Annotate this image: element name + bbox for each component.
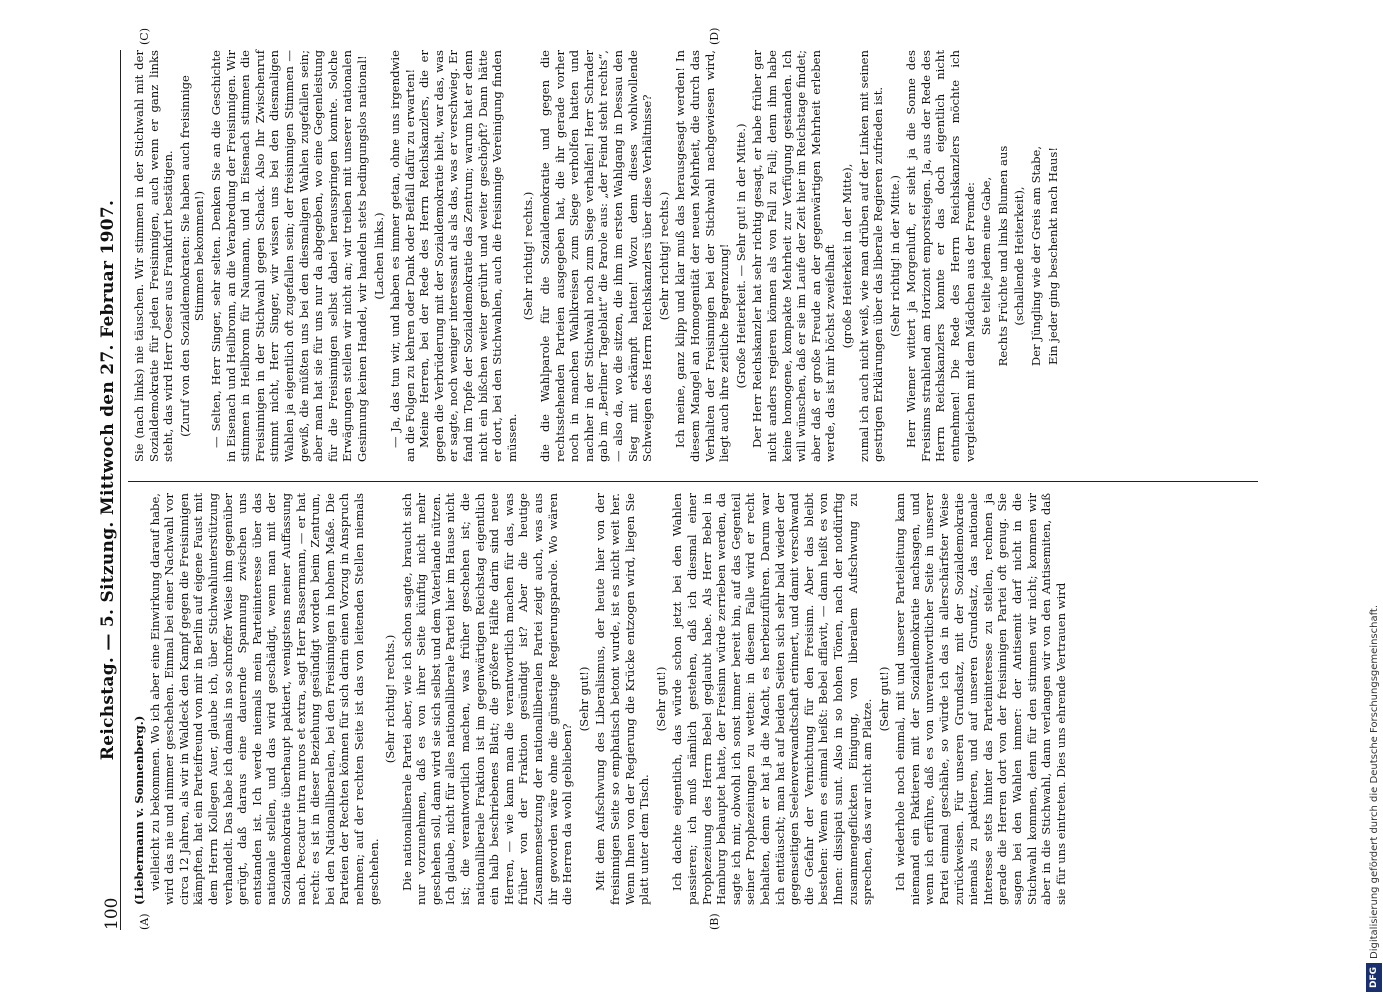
speaker-heading: (Liebermann v. Sonnenberg.)	[132, 715, 146, 905]
reaction: (Lachen links.)	[371, 212, 386, 300]
verse-line: Der Jüngling wie der Greis am Stabe,	[1029, 145, 1044, 367]
reaction: (Sehr richtig! rechts.)	[383, 634, 398, 764]
verse-line: Ein jeder ging beschenkt nach Haus!	[1045, 147, 1060, 366]
dfg-logo: DFG	[1366, 963, 1382, 992]
reaction: (Sehr gut!)	[576, 666, 591, 732]
paragraph: die die Wahlparole für die Sozialdemokratie und gegen die rechtsstehenden Parteien ausgegeben hat, die ihr gerade vorher noch in manchen Wahlkreisen zum Siege verholfen hatten und nachher in der Stichwahl noch zum Siege verhalfen! Herr Schrader gab im „Berliner Tageblatt“ die Parole aus: „der Feind steht rechts“, — also da, wo die sitzen, die ihm im ersten Wahlgang in Dessau den Sieg mit erkämpft hatten! Wozu denn dieses wohlwollende Schweigen des Herrn Reichskanzlers über diese Verhältnisse?	[538, 50, 655, 462]
page-number: 100	[102, 897, 122, 930]
paragraph: vielleicht zu bekommen. Wo ich aber eine Einwirkung darauf habe, wird das nie und nimmer geschehen. Einmal bei einer Nachwahl vor circa 12 Jahren, als wir in Waldeck den Kampf gegen die Freisinnigen kämpften, hat ein Parteifreund von mir in Berlin auf eigene Faust mit dem Herrn Kollegen Auer, glaube ich, über Stichwahlunterstützung verhandelt. Das habe ich damals in so schroffer Weise ihm gegenüber gerügt, daß daraus eine dauernde Spannung zwischen uns entstanden ist. Ich werde niemals mein Parteiinteresse über das nationale stellen, und das wird geschädigt, wenn man mit der Sozialdemokratie überhaupt paktiert, wenigstens meiner Auffassung nach. Peccatur intra muros et extra, sagt Herr Bassermann, — er hat recht: es ist in dieser Beziehung gesündigt worden beim Zentrum, bei den Nationalliberalen, bei den Freisinnigen in hohem Maße. Die Parteien der Rechten können für sich darin einen Vorzug in Anspruch nehmen; auf der rechten Seite ist das von leitenden Stellen niemals geschehen.	[147, 493, 381, 905]
paragraph: Ich wiederhole noch einmal, mit und unserer Parteileitung kann niemand ein Paktieren mit der Sozialdemokratie nachsagen, und wenn ich erführe, daß es von unverantwortlicher Seite in unserer Partei einmal geschähe, so würde ich das in allerschärfster Weise zurückweisen. Für unseren Grundsatz, mit der Sozialdemokratie niemals zu paktieren, und auf unseren Grundsatz, das nationale Interesse stets hinter das Parteiinteresse zu stellen, rechnen ja gerade die Herren dort von der freisinnigen Partei oft genug. Sie sagen bei den Wahlen immer: der Antisemit darf nicht in die Stichwahl kommen, denn für den stimmen wir nicht; kommen wir aber in die Stichwahl, dann verlangen wir von den Antisemiten, daß sie für uns eintreten. Dies uns ehrende Vertrauen wird	[893, 493, 1068, 905]
reaction: (Sehr richtig! rechts.)	[521, 191, 536, 321]
paragraph: Ich meine, ganz klipp und klar muß das herausgesagt werden! In diesem Mangel an Homogenität der neuen Mehrheit, die durch das Verhalten der Freisinnigen bei der Stichwahl nachgewiesen wird, liegt auch ihre zeitliche Begrenzung!	[673, 50, 732, 462]
verse-line: Sie teilte jedem eine Gabe,	[979, 176, 994, 336]
margin-mark-b: (B)	[708, 913, 721, 930]
digitization-notice-row	[1364, 8, 1383, 992]
paragraph: Die nationalliberale Partei aber, wie ich schon sagte, braucht sich nur vorzunehmen, daß es von ihrer Seite künftig nicht mehr geschehen soll, dann wird sie sich selbst und dem Vaterlande nützen. Ich glaube, nicht für alles nationalliberale Partei hier im Hause nicht ist; die verantwortlich machen, was früher geschehen ist; die nationalliberale Fraktion ist im gegenwärtigen Reichstag eigentlich ein halb beschriebenes Blatt; die größere Hälfte darin sind neue Herren, — wie kann man die verantwortlich machen für das, was früher von der Fraktion gesündigt ist? Aber die heutige Zusammensetzung der nationalliberalen Partei zeigt auch, was aus ihr geworden wäre ohne die günstige Regierungsparole. Wo wären die Herren da wohl geblieben?	[399, 493, 575, 905]
paragraph: Der Herr Reichskanzler hat sehr richtig gesagt, er habe früher gar nicht anders regieren können als von Fall zu Fall; denn ihm habe keine homogene, kompakte Mehrheit zur Verfügung gestanden. Ich will wünschen, daß er sie im Laufe der Zeit hier im Reichstage findet; aber daß er große Freude an der gegenwärtigen Mehrheit erleben werde, das ist mir höchst zweifelhaft	[750, 50, 838, 462]
margin-mark-d: (D)	[708, 27, 721, 45]
margin-mark-c: (C)	[138, 28, 151, 45]
paragraph: Sie (nach links) nie täuschen. Wir stimmen in der Stichwahl mit der Sozialdemokratie für jeden Freisinnigen, auch wenn er ganz links steht, das wird Herr Oeser aus Frankfurt bestätigen.	[132, 50, 176, 462]
paragraph: zumal ich auch nicht weiß, wie man drüben auf der Linken mit seinen gestrigen Erklärungen über das liberale Regieren zufrieden ist.	[856, 50, 886, 462]
header-rule	[120, 50, 121, 930]
paragraph: — Selten, Herr Singer, sehr selten. Denken Sie an die Geschichte in Eisenach und Heilbronn, an die Verabredung der Freisinnigen. Wir stimmen in Heilbronn für Naumann, und in Eisenach stimmen die Freisinnigen in der Stichwahl gegen Schack. Also Ihr Zwischenruf stimmt nicht, Herr Singer, wir wissen uns bei den diesmaligen Wahlen ja eigentlich oft zugefallen sein; der freisinnigen Stimmen — gewiß, die müßten uns bei den diesmaligen Wahlen zugefallen sein; aber man hat sie für uns nur da abgegeben, wo eine Gegenleistung für die Freisinnigen selbst dabei herausspringen konnte. Solche Erwägungen stellen wir nicht an; wir treiben mit unserer nationalen Gesinnung keinen Handel, wir handeln stets bedingungslos national!	[208, 50, 369, 462]
right-column	[132, 50, 1062, 462]
paragraph: — Ja, das tun wir, und haben es immer getan, ohne uns irgendwie an die Folgen zu kehren oder Dank oder Beifall dafür zu erwarten!	[388, 50, 417, 462]
rotated-page	[20, 20, 1320, 980]
verse-line: Rechts Früchte und links Blumen aus	[995, 145, 1010, 367]
reaction: (große Heiterkeit in der Mitte),	[839, 163, 854, 349]
reaction: (Sehr richtig! rechts.)	[656, 191, 671, 321]
digitization-strip	[1362, 8, 1383, 992]
paragraph: Herr Wiemer wittert ja Morgenluft, er sieht ja die Sonne des Freisinns strahlend am Horizont emporsteigen. Ja, aus der Rede des Herrn Reichskanzlers konnte er das doch eigentlich nicht entnehmen! Die Rede des Herrn Reichskanzlers möchte ich vergleichen mit dem Mädchen aus der Fremde:	[904, 50, 977, 462]
reaction: (Sehr gut!)	[876, 666, 891, 732]
reaction: (Große Heiterkeit. — Sehr gut! in der Mitte.)	[733, 123, 748, 389]
margin-mark-a: (A)	[138, 913, 151, 930]
running-title: Reichstag. — 5. Sitzung. Mittwoch den 27. Februar 1907.	[98, 199, 118, 761]
reaction: (schallende Heiterkeit),	[1012, 186, 1027, 326]
reaction: (Zuruf von den Sozialdemokraten: Sie haben auch freisinnige Stimmen bekommen!)	[177, 75, 207, 437]
reaction: (Sehr richtig! in der Mitte.)	[887, 175, 902, 337]
paragraph: Ich dachte eigentlich, das würde schon jetzt bei den Wahlen passieren; ich muß nämlich gestehen, daß ich diesmal einer Prophezeiung des Herrn Bebel geglaubt habe. Als Herr Bebel in Hamburg behauptet hatte, der Freisinn würde zerrieben werden, da sagte ich mir, obwohl ich sonst immer bereit bin, auf das Gegenteil seiner Prophezeiungen zu wetten: in diesem Falle wird er recht behalten, denn er hat ja die Macht, es herbeizuführen. Darum war ich enttäuscht; man hat auf beiden Seiten sich sehr bald wieder der gegenseitigen Seelenverwandtschaft erinnert, und damit verschwand die Gefahr der Vernichtung für den Freisinn. Aber das bleibt bestehen: Wenn es einmal heißt: Bebel afflavit, — dann heißt es von Ihnen: dissipati sunt. Also in so hohen Tönen, nach der notdürftig zusammengeflickten Einigung, von liberalem Aufschwung zu sprechen, das war nicht am Platze.	[670, 493, 875, 905]
left-column	[132, 493, 1068, 905]
reaction: (Sehr gut!)	[653, 666, 668, 732]
paragraph: Meine Herren, bei der Rede des Herrn Reichskanzlers, die er gegen die Verbrüderung mit der Sozialdemokratie hielt, war das, was er sagte, noch weniger interessant als als das, was er verschwieg. Er fand im Topfe der Sozialdemokratie das Zentrum; warum hat er denn nicht ein bißchen weiter gerührt und weiter geschöpft? Dann hätte er dort, bei den Stichwahlen, auch die freisinnige Vereinigung finden müssen.	[417, 50, 519, 462]
paragraph: Mit dem Aufschwung des Liberalismus, der heute hier von der freisinnigen Seite so emphatisch betont wurde, ist es nicht weit her. Wenn Ihnen von der Regierung die Krücke entzogen wird, liegen Sie platt unter dem Tisch.	[593, 493, 652, 905]
column-divider	[128, 481, 1258, 482]
digitization-notice: Digitalisierung gefördert durch die Deutsche Forschungsgemeinschaft.	[1369, 604, 1380, 959]
